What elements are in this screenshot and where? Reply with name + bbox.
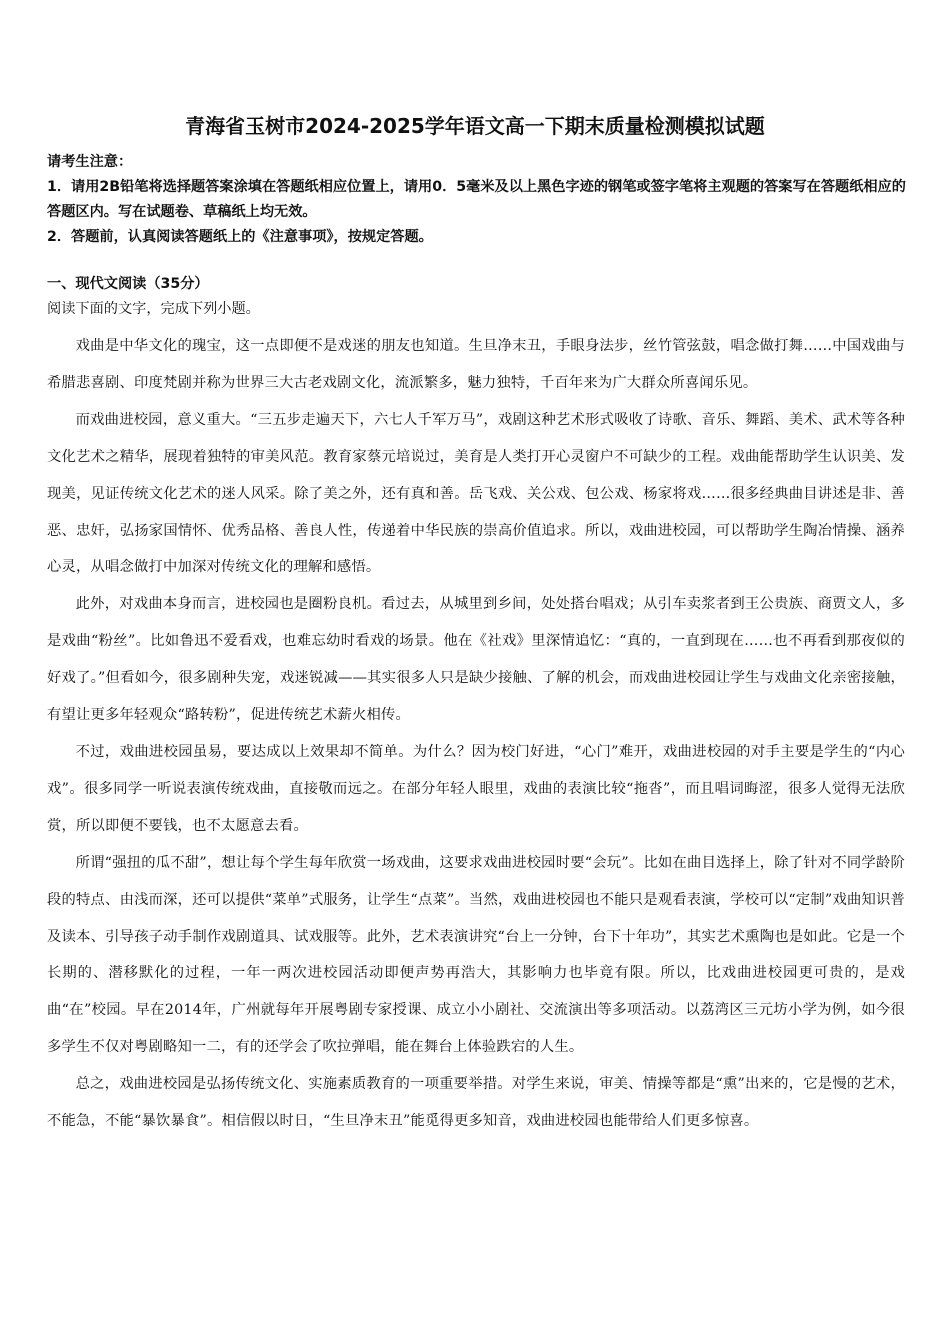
section-heading: 一、现代文阅读（35分）	[47, 276, 209, 292]
reading-instruction: 阅读下面的文字，完成下列小题。	[47, 301, 260, 317]
passage-paragraph-1: 戏曲是中华文化的瑰宝，这一点即便不是戏迷的朋友也知道。生旦净末丑，手眼身法步，丝竹管弦鼓，唱念做打舞……中国戏曲与希腊悲喜剧、印度梵剧并称为世界三大古老戏剧文化，流派繁多，魅力独特，千百年来为广大群众所喜闻乐见。	[47, 338, 905, 391]
notice-item-1: 1．请用2B铅笔将选择题答案涂填在答题纸相应位置上，请用0．5毫米及以上黑色字迹的钢笔或签字笔将主观题的答案写在答题纸相应的答题区内。写在试题卷、草稿纸上均无效。	[47, 179, 906, 220]
notice-item-2: 2．答题前，认真阅读答题纸上的《注意事项》，按规定答题。	[47, 229, 433, 245]
notice-heading: 请考生注意：	[47, 154, 133, 170]
page-title: 青海省玉树市2024-2025学年语文高一下期末质量检测模拟试题	[185, 114, 765, 138]
passage-paragraph-6: 总之，戏曲进校园是弘扬传统文化、实施素质教育的一项重要举措。对学生来说，审美、情操等都是“熏”出来的，它是慢的艺术，不能急，不能“暴饮暴食”。相信假以时日，“生旦净末丑”能觅得更多知音，戏曲进校园也能带给人们更多惊喜。	[47, 1076, 905, 1130]
passage-paragraph-2: 而戏曲进校园，意义重大。“三五步走遍天下，六七人千军万马”，戏剧这种艺术形式吸收了诗歌、音乐、舞蹈、美术、武术等各种文化艺术之精华，展现着独特的审美风范。教育家蔡元培说过，美育是人类打开心灵窗户不可缺少的工程。戏曲能帮助学生认识美、发现美，见证传统文化艺术的迷人风采。除了美之外，还有真和善。岳飞戏、关公戏、包公戏、杨家将戏……很多经典曲目讲述是非、善恶、忠奸，弘扬家国情怀、优秀品格、善良人性，传递着中华民族的崇高价值追求。所以，戏曲进校园，可以帮助学生陶冶情操、涵养心灵，从唱念做打中加深对传统文化的理解和感悟。	[47, 411, 905, 576]
candidate-notice	[47, 150, 907, 250]
passage-paragraph-5: 所谓“强扭的瓜不甜”，想让每个学生每年欣赏一场戏曲，这要求戏曲进校园时要“会玩”。比如在曲目选择上，除了针对不同学龄阶段的特点、由浅而深，还可以提供“菜单”式服务，让学生“点菜”。当然，戏曲进校园也不能只是观看表演，学校可以“定制”戏曲知识普及读本、引导孩子动手制作戏剧道具、试戏服等。此外，艺术表演讲究“台上一分钟，台下十年功”，其实艺术熏陶也是如此。它是一个长期的、潜移默化的过程，一年一两次进校园活动即便声势再浩大，其影响力也毕竟有限。所以，比戏曲进校园更可贵的，是戏曲“在”校园。早在2014年，广州就每年开展粤剧专家授课、成立小小剧社、交流演出等多项活动。以荔湾区三元坊小学为例，如今很多学生不仅对粤剧略知一二，有的还学会了吹拉弹唱，能在舞台上体验跌宕的人生。	[47, 854, 905, 1056]
reading-passage	[47, 328, 905, 1140]
passage-paragraph-4: 不过，戏曲进校园虽易，要达成以上效果却不简单。为什么？因为校门好进，“心门”难开，戏曲进校园的对手主要是学生的“内心戏”。很多同学一听说表演传统戏曲，直接敬而远之。在部分年轻人眼里，戏曲的表演比较“拖沓”，而且唱词晦涩，很多人觉得无法欣赏，所以即便不要钱，也不太愿意去看。	[47, 743, 905, 834]
passage-paragraph-3: 此外，对戏曲本身而言，进校园也是圈粉良机。看过去，从城里到乡间，处处搭台唱戏；从引车卖浆者到王公贵族、商贾文人，多是戏曲“粉丝”。比如鲁迅不爱看戏，也难忘幼时看戏的场景。他在《社戏》里深情追忆：“真的，一直到现在……也不再看到那夜似的好戏了。”但看如今，很多剧种失宠，戏迷锐减——其实很多人只是缺少接触、了解的机会，而戏曲进校园让学生与戏曲文化亲密接触，有望让更多年轻观众“路转粉”，促进传统艺术薪火相传。	[47, 596, 905, 724]
